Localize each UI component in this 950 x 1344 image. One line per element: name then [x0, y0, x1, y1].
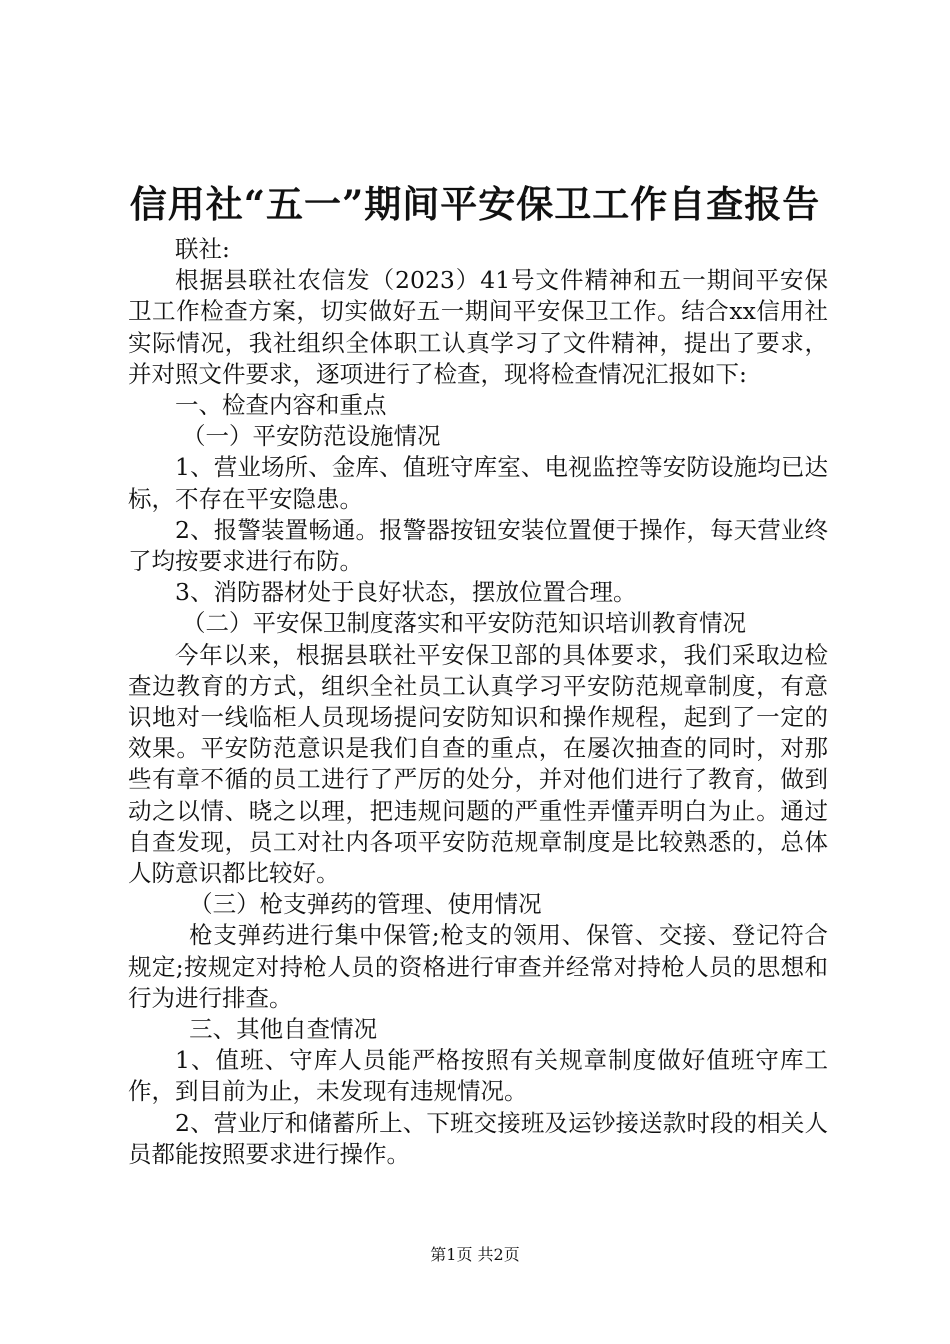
list-item-1: 1、营业场所、金库、值班守库室、电视监控等安防设施均已达标，不存在平安隐患。 — [128, 453, 828, 513]
document-body — [128, 234, 828, 1170]
list-item-3: 3、消防器材处于良好状态，摆放位置合理。 — [175, 578, 637, 607]
list-item-2: 2、报警装置畅通。报警器按钮安装位置便于操作，每天营业终了均按要求进行布防。 — [128, 515, 828, 576]
subsection-heading-1: （一）平安防范设施情况 — [182, 422, 441, 451]
page-footer: 第1页 共2页 — [430, 1245, 520, 1264]
salutation: 联社: — [175, 235, 230, 263]
other-item-2: 2、营业厅和储蓄所上、下班交接班及运钞接送款时段的相关人员都能按照要求进行操作。 — [128, 1108, 828, 1168]
weapons-paragraph: 枪支弹药进行集中保管;枪支的领用、保管、交接、登记符合规定;按规定对持枪人员的资格进行审查并经常对持枪人员的思想和行为进行排查。 — [128, 921, 828, 1012]
subsection-heading-3: （三）枪支弹药的管理、使用情况 — [189, 890, 542, 919]
training-paragraph: 今年以来，根据县联社平安保卫部的具体要求，我们采取边检查边教育的方式，组织全社员工认真学习平安防范规章制度，有意识地对一线临柜人员现场提问安防知识和操作规程，起到了一定的效果。平安防范意识是我们自查的重点，在屡次抽查的同时，对那些有章不循的员工进行了严厉的处分，并对他们进行了教育，做到动之以情、晓之以理，把违规问题的严重性弄懂弄明白为止。通过自查发现，员工对社内各项平安防范规章制度是比较熟悉的，总体人防意识都比较好。 — [128, 640, 828, 888]
other-item-1: 1、值班、守库人员能严格按照有关规章制度做好值班守库工作，到目前为止，未发现有违规情况。 — [128, 1046, 828, 1106]
document-title: 信用社“五一”期间平安保卫工作自查报告 — [129, 182, 821, 226]
section-heading-3: 三、其他自查情况 — [189, 1015, 378, 1044]
intro-paragraph: 根据县联社农信发（2023）41号文件精神和五一期间平安保卫工作检查方案，切实做好五一期间平安保卫工作。结合xx信用社实际情况，我社组织全体职工认真学习了文件精神，提出了要求，并对照文件要求，逐项进行了检查，现将检查情况汇报如下: — [128, 266, 828, 388]
subsection-heading-2: （二）平安保卫制度落实和平安防范知识培训教育情况 — [182, 609, 747, 638]
section-heading-1: 一、检查内容和重点 — [175, 391, 387, 420]
